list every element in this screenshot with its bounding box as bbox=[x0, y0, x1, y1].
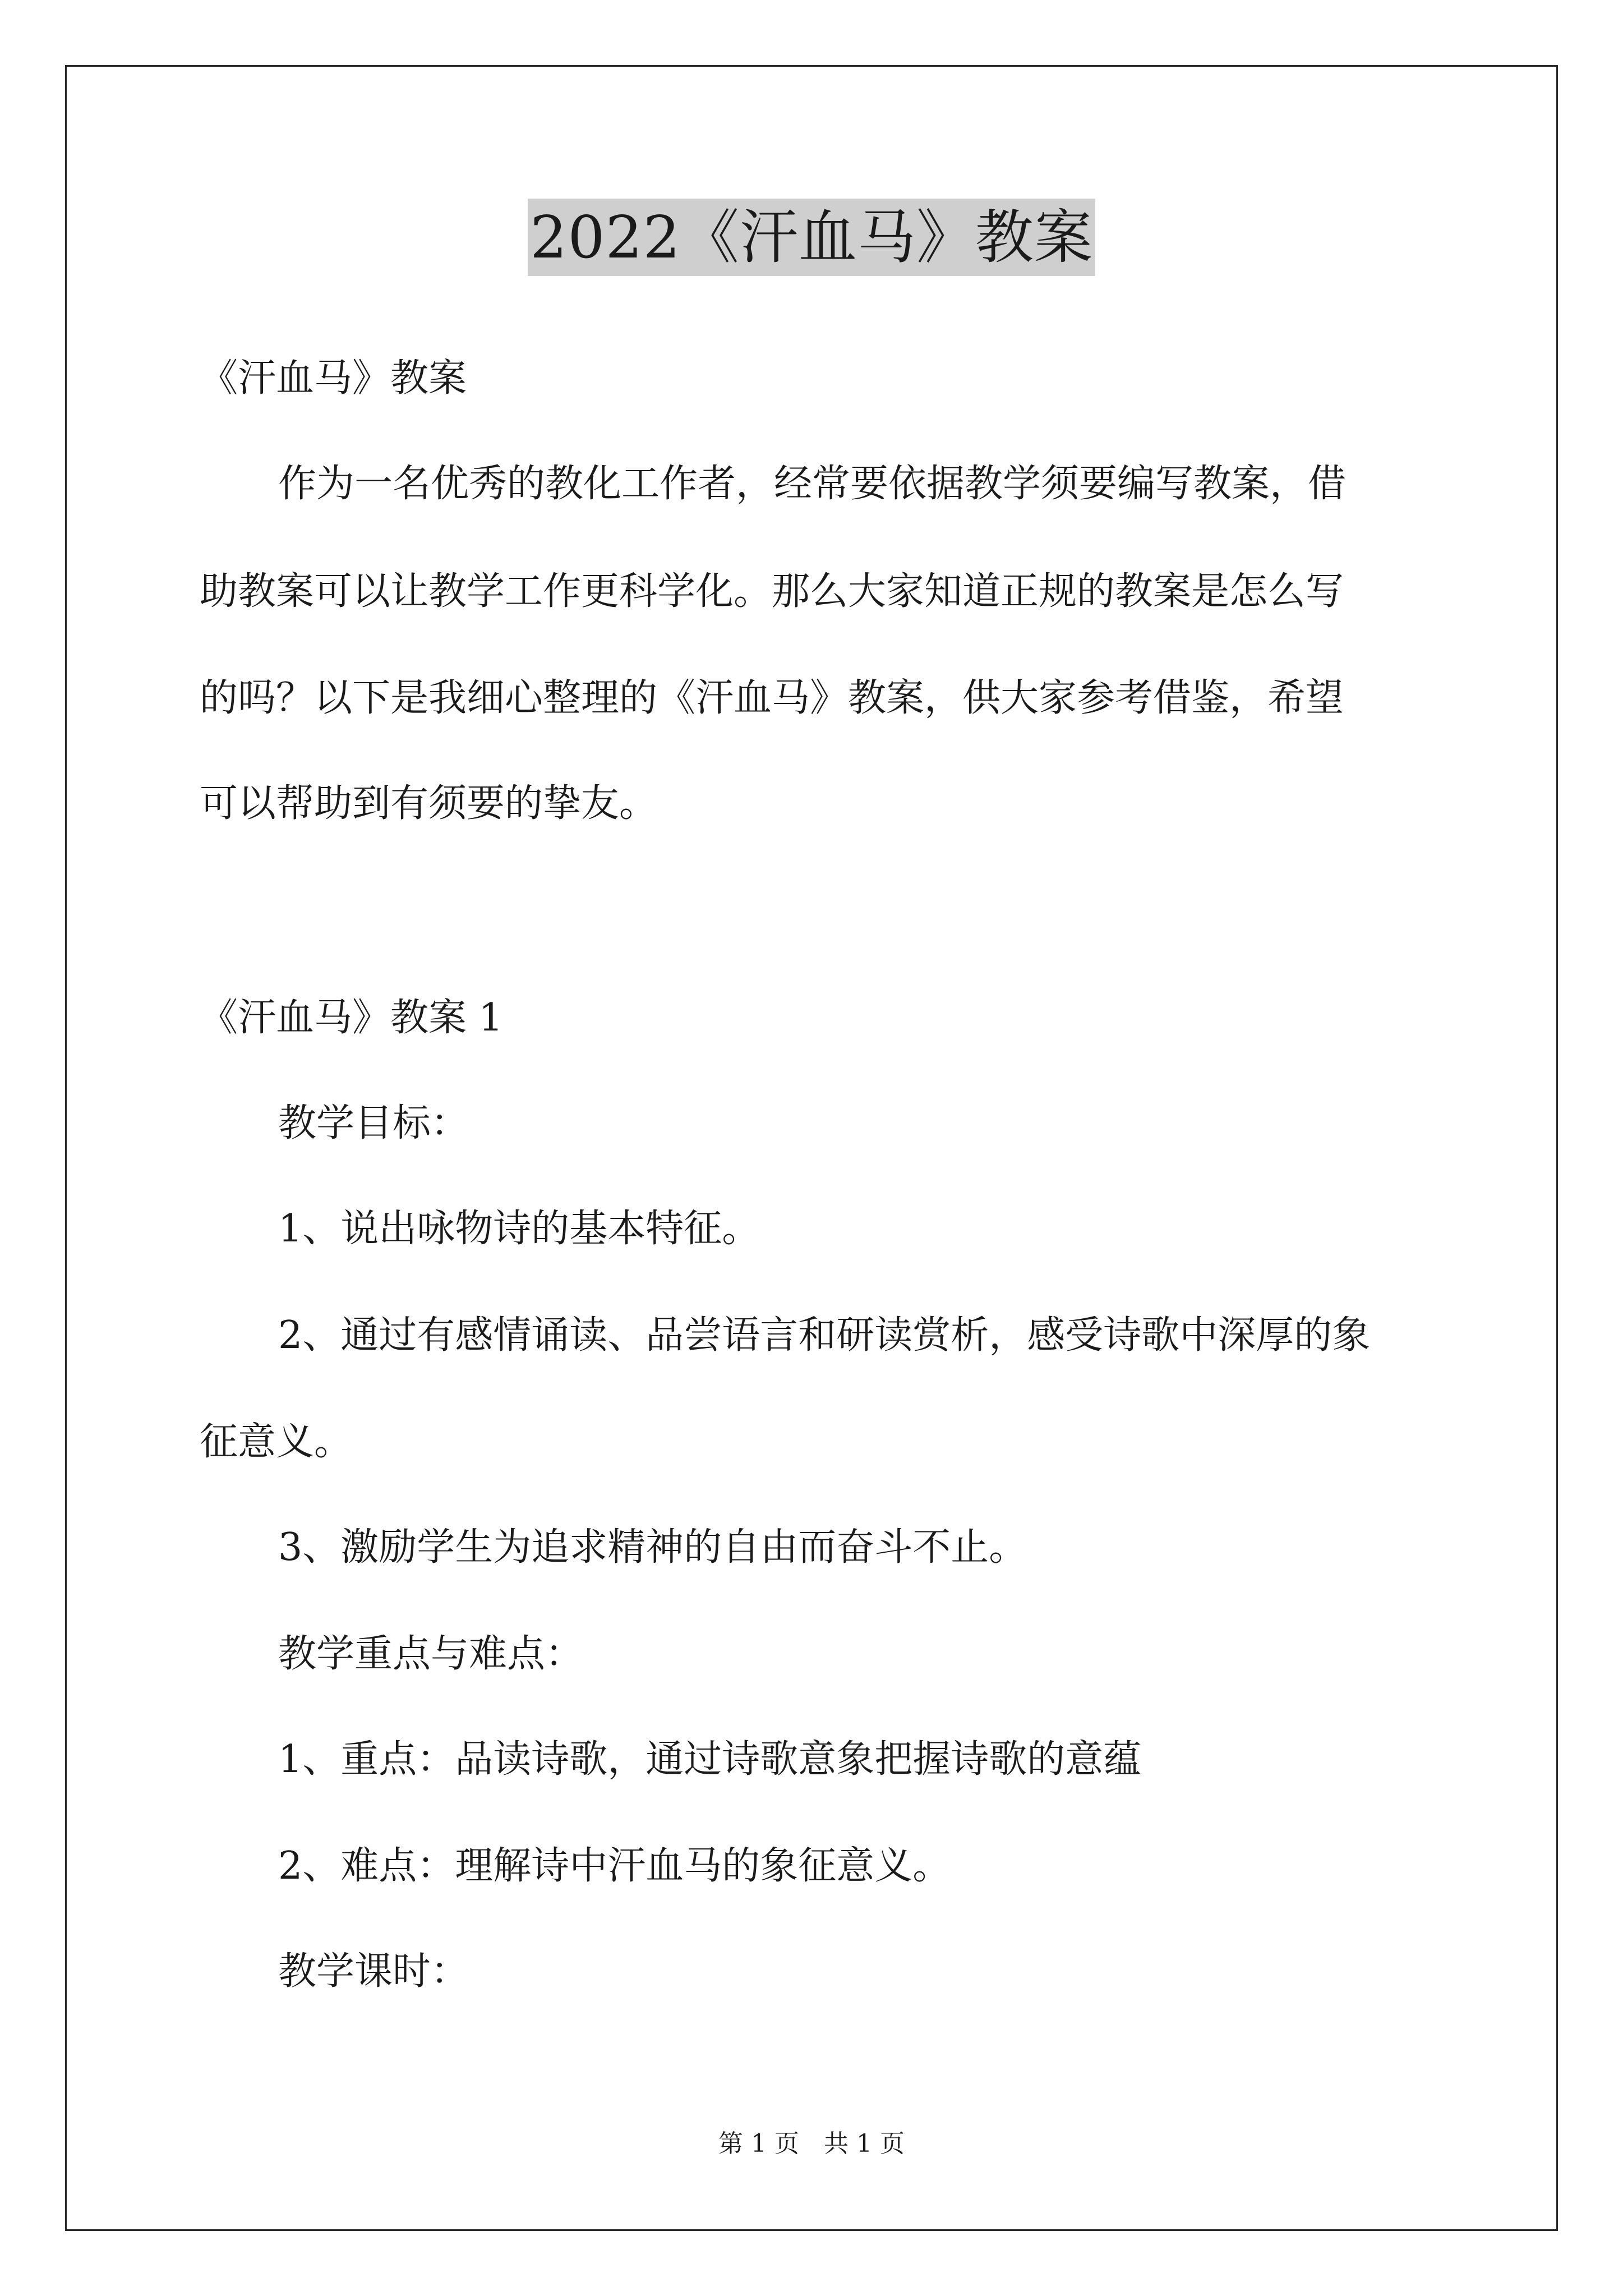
section-heading: 《汗血马》教案 1 bbox=[200, 996, 503, 1040]
paragraph-line: 征意义。 bbox=[200, 1420, 353, 1464]
paragraph-line: 2、难点：理解诗中汗血马的象征意义。 bbox=[278, 1844, 951, 1888]
subtitle-line: 《汗血马》教案 bbox=[200, 356, 467, 401]
paragraph-line: 3、激励学生为追求精神的自由而奋斗不止。 bbox=[278, 1525, 1027, 1570]
paragraph-line: 1、重点：品读诗歌，通过诗歌意象把握诗歌的意蕴 bbox=[278, 1737, 1142, 1782]
paragraph-line: 教学目标： bbox=[278, 1101, 469, 1145]
paragraph-line: 2、通过有感情诵读、品尝语言和研读赏析，感受诗歌中深厚的象 bbox=[278, 1313, 1371, 1358]
paragraph-line: 可以帮助到有须要的挚友。 bbox=[200, 781, 658, 826]
title-container bbox=[0, 199, 1623, 276]
paragraph-line: 助教案可以让教学工作更科学化。那么大家知道正规的教案是怎么写 bbox=[200, 569, 1344, 614]
document-title: 2022《汗血马》教案 bbox=[528, 199, 1095, 276]
paragraph-line: 作为一名优秀的教化工作者，经常要依据教学须要编写教案，借 bbox=[278, 462, 1347, 506]
paragraph-line: 1、说出咏物诗的基本特征。 bbox=[278, 1207, 760, 1251]
paragraph-line: 教学重点与难点： bbox=[278, 1632, 584, 1676]
page-footer: 第 1 页 共 1 页 bbox=[718, 2129, 905, 2158]
paragraph-line: 教学课时： bbox=[278, 1949, 469, 1994]
paragraph-line: 的吗？以下是我细心整理的《汗血马》教案，供大家参考借鉴，希望 bbox=[200, 676, 1344, 720]
